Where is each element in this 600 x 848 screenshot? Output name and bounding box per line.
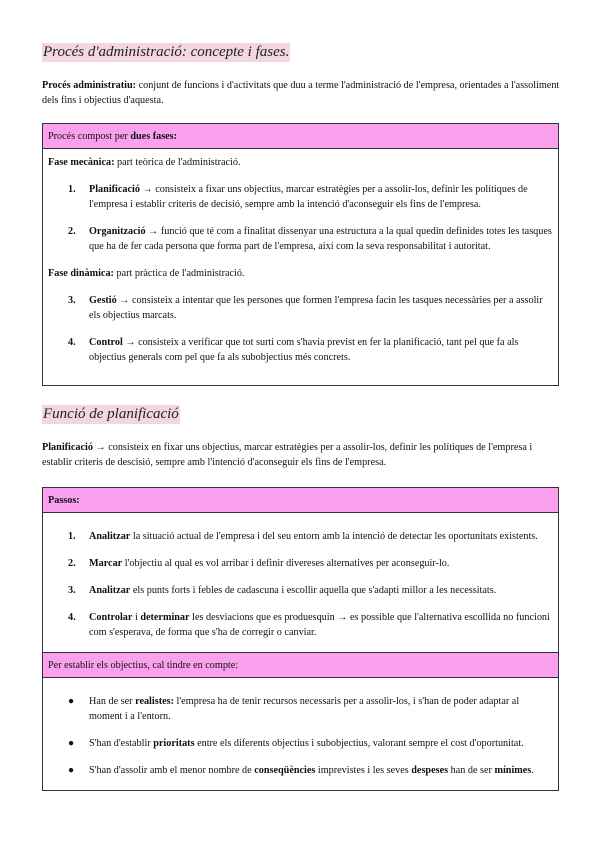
objectives-header (43, 653, 558, 678)
list-item (48, 293, 553, 323)
list-item-text (89, 585, 496, 596)
bold-text: Planificació (89, 184, 140, 195)
text-segment: Han de ser (89, 696, 136, 707)
text-segment: els punts forts i febles de cadascuna i escollir aquella que s'adapti millor a les necessitats. (130, 585, 497, 596)
text-segment: . (531, 765, 534, 776)
text-segment: Per establir els objectius, cal tindre en compte: (48, 660, 239, 671)
steps-header (43, 488, 558, 513)
list-item-text (89, 738, 524, 749)
phase-dynamic-label (48, 266, 553, 281)
bold-text: dues fases: (130, 131, 178, 142)
text-segment: part pràctica de l'administració. (113, 268, 245, 279)
intro-paragraph-planning (42, 440, 562, 470)
text-segment: han de ser (448, 765, 495, 776)
list-item (48, 224, 553, 254)
list-item-text (89, 765, 534, 776)
list-item (48, 763, 553, 778)
text-segment: conjunt de funcions i d'activitats que duu a terme l'administració de l'empresa, orientades a l'assoliment dels fins i objectius d'aquesta. (42, 80, 560, 106)
list-number: 2. (68, 226, 76, 237)
text-segment: i (132, 612, 141, 623)
list-number: 4. (68, 612, 76, 623)
text-segment: la situació actual de l'empresa i del seu entorn amb la intenció de detectar les oportunitats existents. (130, 531, 538, 542)
bold-text: Fase dinàmica: (48, 268, 114, 279)
text-segment: S'han d'assolir amb el menor nombre de (89, 765, 255, 776)
text-segment: imprevistes i les seves (315, 765, 412, 776)
list-item (48, 529, 553, 544)
bold-text: Marcar (89, 558, 123, 569)
list-item (48, 335, 553, 365)
list-item (48, 182, 553, 212)
list-item-text (89, 184, 528, 210)
bullet-icon: ● (68, 738, 75, 749)
text-segment: → funció que té com a finalitat dissenyar una estructura a la qual quedin definides totes les tasques que ha de fer cada persona que forma part de l'empresa, així com la seva responsabilitat i autoritat. (89, 226, 552, 252)
list-number: 1. (68, 531, 76, 542)
planning-box (42, 487, 559, 791)
list-item (48, 736, 553, 751)
bold-text: Analitzar (89, 585, 131, 596)
phases-box-header (43, 124, 558, 149)
list-item (48, 694, 553, 724)
bold-text: Fase mecànica: (48, 157, 115, 168)
list-number: 3. (68, 295, 76, 306)
text-segment: S'han d'establir (89, 738, 154, 749)
list-item-text (89, 696, 519, 722)
list-number: 1. (68, 184, 76, 195)
list-number: 4. (68, 337, 76, 348)
text-segment: l'objectiu al qual es vol arribar i definir divereses alternatives per aconseguir-lo. (122, 558, 450, 569)
bold-text: Procés administratiu: (42, 80, 137, 91)
bold-text: Gestió (89, 295, 117, 306)
text-segment: les desviacions que es produesquin → es possible que l'alternativa escollida no funcioni com s'esperava, de forma que s'ha de corregir o canviar. (89, 612, 550, 638)
text-segment: entre els diferents objectius i subobjectius, valorant sempre el cost d'oportunitat. (194, 738, 524, 749)
text-segment: → consisteix en fixar uns objectius, marcar estratègies per a assolir-los, definir les polítiques de l'empresa i establir criteris de descisió, sempre amb l'intenció d'aconseguir els fins de l'empresa. (42, 442, 533, 468)
bold-text: conseqüències (254, 765, 316, 776)
section-title-planning: Funció de planificació (43, 406, 179, 422)
bold-text: Passos: (48, 495, 80, 506)
list-item-text (89, 612, 550, 638)
text-segment: Procés compost per (48, 131, 131, 142)
bullet-icon: ● (68, 696, 75, 707)
bold-text: Organització (89, 226, 146, 237)
phase-mechanical-label (48, 155, 553, 170)
text-segment: l'empresa ha de tenir recursos necessaris per a assolir-los, i s'han de poder adaptar al moment i a l'entorn. (89, 696, 520, 722)
bold-text: Control (89, 337, 123, 348)
intro-paragraph-process (42, 78, 562, 108)
bold-text: realistes: (135, 696, 174, 707)
list-item-text (89, 558, 449, 569)
bold-text: Controlar (89, 612, 133, 623)
bold-text: prioritats (153, 738, 195, 749)
list-item-text (89, 337, 518, 363)
list-number: 2. (68, 558, 76, 569)
list-item-text (89, 531, 538, 542)
text-segment: → consisteix a fixar uns objectius, marcar estratègies per a assolir-los, definir les polítiques de l'empresa i establir criteris de decisió, sempre amb la intenció d'aconseguir els fins de l'empresa. (89, 184, 528, 210)
list-item-text (89, 226, 552, 252)
list-item-text (89, 295, 543, 321)
phases-box (42, 123, 559, 386)
list-number: 3. (68, 585, 76, 596)
bold-text: determinar (140, 612, 190, 623)
text-segment: part teòrica de l'administració. (114, 157, 241, 168)
list-item (48, 556, 553, 571)
bullet-icon: ● (68, 765, 75, 776)
bold-text: Analitzar (89, 531, 131, 542)
list-item (48, 610, 553, 640)
list-item (48, 583, 553, 598)
text-segment: → consisteix a verificar que tot surti com s'havia previst en fer la planificació, tant pel que fa als objectius generals com pel que fa als subobjectius més concrets. (89, 337, 519, 363)
bold-text: mínimes (494, 765, 532, 776)
section-title-administration: Procés d'administració: concepte i fases. (43, 44, 290, 60)
text-segment: → consisteix a intentar que les persones que formen l'empresa facin les tasques necessàries per a assolir els objectius marcats. (89, 295, 543, 321)
bold-text: Planificació (42, 442, 93, 453)
bold-text: despeses (411, 765, 449, 776)
